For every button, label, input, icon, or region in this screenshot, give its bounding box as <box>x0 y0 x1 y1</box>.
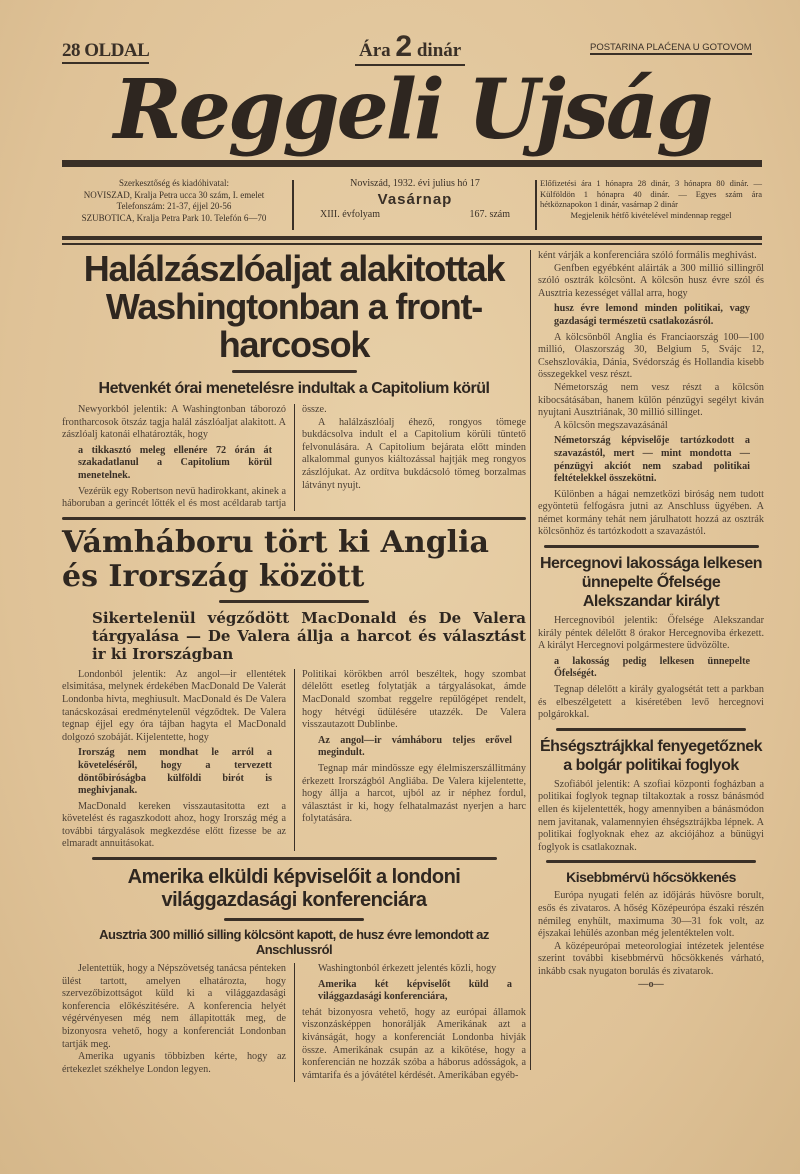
left-column <box>62 250 526 1082</box>
paragraph: Vezérük egy Robertson nevü hadirokkant, akinek a háboruban a gerincét lőtték el és most acéldarab tartja össze. <box>62 404 327 510</box>
info-line: Megjelenik hétfő kivételével mindennap reggel <box>570 209 732 220</box>
info-line: SZUBOTICA, Kralja Petra Park 10. Telefón 6—70 <box>81 212 267 223</box>
masthead-logo: Reggeli Ujság <box>113 62 711 158</box>
paragraph: Londonból jelentik: Az angol—ir ellentétek elsimitása, melynek érdekében MacDonald De Valerát Londonba hivta, meghiusult. MacDonald és De Valera tanácskozásai eredménytelenül végződtek. De Valera tegnap éjjel egy óra tájban hagyta el MacDonald dolgozó szobáját. Kijelentette, hogy <box>62 668 286 743</box>
issue-number: 167. szám <box>469 209 510 220</box>
paragraph: A kölcsön megszavazásánál <box>554 419 668 431</box>
paragraph: Európa nyugati felén az időjárás hüvösre borult, esős és zivataros. A hőség Középeurópa északi részén némileg enyhült, maximuma 30—31 fok volt, az éjszakai lehülés azonban még jelentéktelen volt. <box>538 890 764 940</box>
issue-day: Vasárnap <box>377 191 453 208</box>
headline-6: Kisebbmérvü hőcsökkenés <box>566 869 736 886</box>
masthead-rule <box>62 160 762 167</box>
info-line: Előfizetési ára 1 hónapra 28 dinár, 3 hónapra 80 dinár. — Külföldön 1 hónapra 40 dinár. — Egyes szám ára hétköznapokon 1 dinár, vasárnap 2 dinár <box>540 178 762 209</box>
price-prefix: Ára <box>359 40 391 61</box>
issue-date: Noviszád, 1932. évi julius hó 17 <box>350 178 480 189</box>
article-1-body <box>62 404 526 511</box>
header-rule <box>62 236 762 240</box>
postage-note: POSTARINA PLAĆENA U GOTOVOM <box>590 42 752 53</box>
info-line: Szerkesztőség és kiadóhivatal: <box>119 178 229 188</box>
headline-2: Vámháboru tört ki Anglia és Irország között <box>62 524 489 594</box>
divider <box>62 517 526 520</box>
paragraph: Németország nem vesz részt a kölcsön kibocsátásában, hanem külön pénzügyi segélyt kiván nyujtani Ausztriának, 30 millió sillinget. <box>538 381 764 419</box>
subscription-info <box>540 178 762 220</box>
divider <box>224 918 364 921</box>
emphasis-paragraph: Az angol—ir vámháboru teljes erővel megindult. <box>318 734 512 759</box>
headline-3: Amerika elküldi képviselőit a londoni világgazdasági konferenciára <box>127 866 461 912</box>
right-column <box>538 250 764 991</box>
price-number: 2 <box>395 30 413 63</box>
volume: XIII. évfolyam <box>320 209 380 220</box>
divider <box>544 545 759 548</box>
paragraph: Genfben egyébként aláirták a 300 millió sillingről szóló osztrák kölcsönt. A kölcsön husz évre szól és Ausztria kezességet vállal arra, hogy <box>538 262 764 299</box>
paragraph: Amerika ugyanis többizben kérte, hogy az értekezlet székhelye London legyen. <box>62 1051 286 1075</box>
header-rule <box>62 243 762 245</box>
emphasis-paragraph: Amerika két képviselőt küld a világgazdasági konferenciára, <box>318 978 512 1003</box>
subhead-3: Ausztria 300 millió silling kölcsönt kapott, de husz évre lemondott az Anschlussról <box>99 927 489 958</box>
headline-1: Halálzászlóaljat alakitottak Washingtonban a front-harcosok <box>83 248 505 365</box>
paragraph: Különben a hágai nemzetközi biróság nem tudott egyöntetü felfogásra jutni az Anschluss ügyében. A német kormány tehát nem járulhatott hozzá az osztrák kölcsönhöz és tartózkodott a szavazástól. <box>538 488 764 538</box>
headline-4: Hercegnovi lakossága lelkesen ünnepelte Őfelsége Alekszandar királyt <box>539 555 763 611</box>
divider <box>535 180 537 230</box>
subhead-2: Sikertelenül végződött MacDonald és De Valera tárgyalása — De Valera állja a harcot és választást ir ki Irországban <box>92 608 526 663</box>
article-4-body <box>538 615 764 722</box>
issue-info <box>300 178 530 221</box>
emphasis-paragraph: husz évre lemond minden politikai, vagy gazdasági természetü csatlakozásról. <box>554 303 750 327</box>
price-suffix: dinár <box>416 40 462 61</box>
end-mark: —o— <box>638 978 664 990</box>
paragraph: Politikai körökben arról beszéltek, hogy szombat délelőtt esetleg folytatják a tárgyalásokat, ámde MacDonald szombat reggelre repülőgépet rendelt, hogy hétvégi üdülésére utazzék. De Valera visszautazott Dublinbe. <box>302 668 526 731</box>
paragraph: A középeurópai meteorologiai intézetek jelentése szerint további kisebbmérvü hőcsökkenés várható, inkább csak nyugaton borulás és zivatarok. <box>538 940 764 977</box>
article-6-body <box>538 890 764 991</box>
article-3-body <box>62 963 526 1082</box>
emphasis-paragraph: a lakosság pedig lelkesen ünnepelte Őfelségét. <box>554 655 750 680</box>
paragraph: Tegnap délelőtt a király gyalogsétát tett a parkban és elbeszélgetett a kiséretében levő hercegnovi polgárokkal. <box>538 684 764 721</box>
paragraph: ként várják a konferenciára szóló formális meghivást. <box>538 250 757 261</box>
editorial-office-info <box>62 178 286 224</box>
paragraph: Tegnap már mindössze egy élelmiszerszállitmány érkezett Irországból Angliába. De Valera kijelentette, hogy állja a harcot, ujból az ir néphez fordul, választást ir ki, hogy felhatalmazást nyerjen a harc folytatására. <box>302 762 526 825</box>
divider <box>292 180 294 230</box>
divider <box>556 728 746 731</box>
info-line: Telefonszám: 21-37, éjjel 20-56 <box>116 201 232 211</box>
divider <box>546 860 756 863</box>
paragraph: A kölcsönből Anglia és Franciaország 100—100 millió, Olaszország 30, Belgium 5, Svájc 12, Csehszlovákia, Dánia, Svédország és Hollandia kisebb összegekkel vesz részt. <box>538 331 764 381</box>
paragraph: Szofiából jelentik: A szofiai központi fogházban a politikai foglyok tegnap tiltakoztak a rossz bánásmód ellen és kijelentették, hogy amennyiben a bánásmódon nem javitanak, valamennyien éhségsztrájkba lépnek. A politikai foglyoknak ehez az akciójához a bünügyi foglyok is csatlakoznak. <box>538 778 764 853</box>
article-2-body <box>62 669 526 851</box>
divider <box>92 857 497 860</box>
paragraph: Newyorkból jelentik: A Washingtonban táborozó frontharcosok ötszáz tagja halál zászlóaljat alakitott. A zászlóalj katonái elhatározták, hogy <box>62 404 286 441</box>
paragraph: tehát bizonyosra vehető, hogy az európai államok viszonzásképpen honorálják Amerikának azt a kivánságát, hogy a konferenciát Londonba hivják össze. Amerikának csupán az a kikötése, hogy a konferencián ne hozzák szóba a háborus adósságok, a vámtarifa és a jóvátétel kérdését. Amerikában egyéb- <box>302 1006 526 1081</box>
info-line: NOVISZAD, Kralja Petra ucca 30 szám, I. emelet <box>83 189 265 200</box>
emphasis-paragraph: Németország képviselője tartózkodott a szavazástól, mert — mint mondotta — pénzügyi akciót nem szabad politikai feltételekkel összekötni. <box>554 435 750 485</box>
divider <box>219 600 369 603</box>
paragraph: Hercegnoviból jelentik: Őfelsége Alekszandar király péntek délelőtt 8 órakor Hercegnoviba érkezett. A királyt Hercegnovi polgármestere üdvözölte. <box>538 615 764 652</box>
emphasis-paragraph: Irország nem mondhat le arról a követeléséről, hogy a tervezett döntőbiróságba külföldi birót is meghivjanak. <box>78 747 272 797</box>
page-count: 28 OLDAL <box>62 40 149 64</box>
article-5-body <box>538 779 764 855</box>
price <box>355 30 465 66</box>
article-3-continuation <box>538 250 764 539</box>
paragraph: Washingtonból érkezett jelentés közli, hogy <box>318 963 497 975</box>
emphasis-paragraph: a tikkasztó meleg ellenére 72 órán át szakadatlanul a Capitolium körül menetelnek. <box>78 444 272 481</box>
column-divider <box>530 250 531 1070</box>
paragraph: A halálzászlóalj éhező, rongyos tömege bukdácsolva indult el a Capitolium körüli tüntető felvonulására. A Capitolium bejárata előtt minden alkalommal gunyos kiáltozással hajtják meg rongyos zászlójukat. Az ordítva bukdácsoló tömeg borzalmas látványt nyujt. <box>302 416 526 491</box>
subhead-1: Hetvenkét órai menetelésre indultak a Capitolium körül <box>98 380 490 397</box>
paragraph: MacDonald kereken visszautasitotta ezt a követelést és ragaszkodott ahoz, hogy Irország még a további tárgyalások megkezdése előtt fizesse be az elmaradt annuitásokat. <box>62 800 286 850</box>
headline-5: Éhségsztrájkkal fenyegetőznek a bolgár politikai foglyok <box>539 737 763 774</box>
divider <box>232 370 357 373</box>
paragraph: Jelentettük, hogy a Népszövetség tanácsa pénteken ülést tartott, amelyen elhatározta, hogy szervezőbizottságot küld ki a világgazdasági konferencia előkészitésére. A konferencia helyét végérvényesen még nem állapitották meg, de bizonyosra vehető, hogy a konferenciát Londonban tartják meg. <box>62 963 286 1050</box>
